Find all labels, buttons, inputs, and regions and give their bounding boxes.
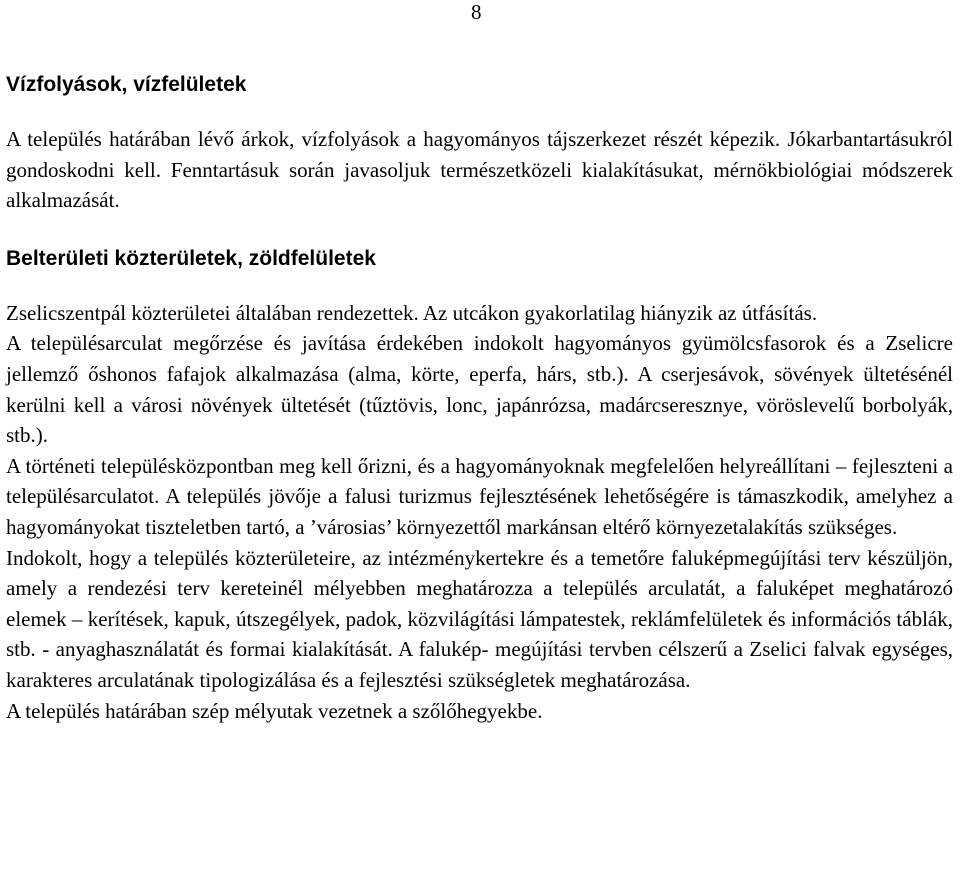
paragraph-renewal-plan: Indokolt, hogy a település közterületeire, az intézménykertekre és a temetőre faluképmegújítási terv készüljön, amely a rendezési terv kereteinél mélyebben meghatározza a település arculatát, a faluképet meghatározó elemek – kerítések, kapuk, útszegélyek, padok, közvilágítási lámpatestek, reklámfelületek és információs táblák, stb. - anyaghasználatát és formai kialakítását. A falukép- megújítási tervben célszerű a Zselici falvak egységes, karakteres arculatának tipologizálása és a fejlesztési szükségletek meghatározása. [6,545,953,692]
paragraph-public-areas-state: Zselicszentpál közterületei általában rendezettek. Az utcákon gyakorlatilag hiányzik az útfásítás. [6,300,818,325]
paragraph-historic-centre: A történeti településközpontban meg kell őrizni, és a hagyományoknak megfelelően helyreállítani – fejleszteni a településarculatot. A település jövője a falusi turizmus fejlesztésének lehetőségére is támaszkodik, amelyhez a hagyományokat tiszteletben tartó, a ’városias’ környezettől markánsan eltérő környezetalakítás szükséges. [6,453,953,539]
section-heading-waterways: Vízfolyások, vízfelületek [6,73,247,96]
paragraph-waterways: A település határában lévő árkok, vízfolyások a hagyományos tájszerkezet részét képezik. Jókarbantartásukról gondoskodni kell. Fenntartásuk során javasoljuk természetközeli kialakításukat, mérnökbiológiai módszerek alkalmazását. [6,127,953,213]
paragraph-townscape-plants: A településarculat megőrzése és javítása érdekében indokolt hagyományos gyümölcsfasorok és a Zselicre jellemző őshonos fafajok alkalmazása (alma, körte, eperfa, hárs, stb.). A cserjesávok, sövények ültetésénél kerülni kell a városi növények ültetését (tűztövis, lonc, japánrózsa, madárcseresznye, vöröslevelű borbolyák, stb.). [6,331,953,448]
document-body [6,70,953,726]
section-heading-public-areas: Belterületi közterületek, zöldfelületek [6,246,376,270]
page-number: 8 [471,0,482,24]
paragraph-sunken-roads: A település határában szép mélyutak vezetnek a szőlőhegyekbe. [6,698,543,723]
